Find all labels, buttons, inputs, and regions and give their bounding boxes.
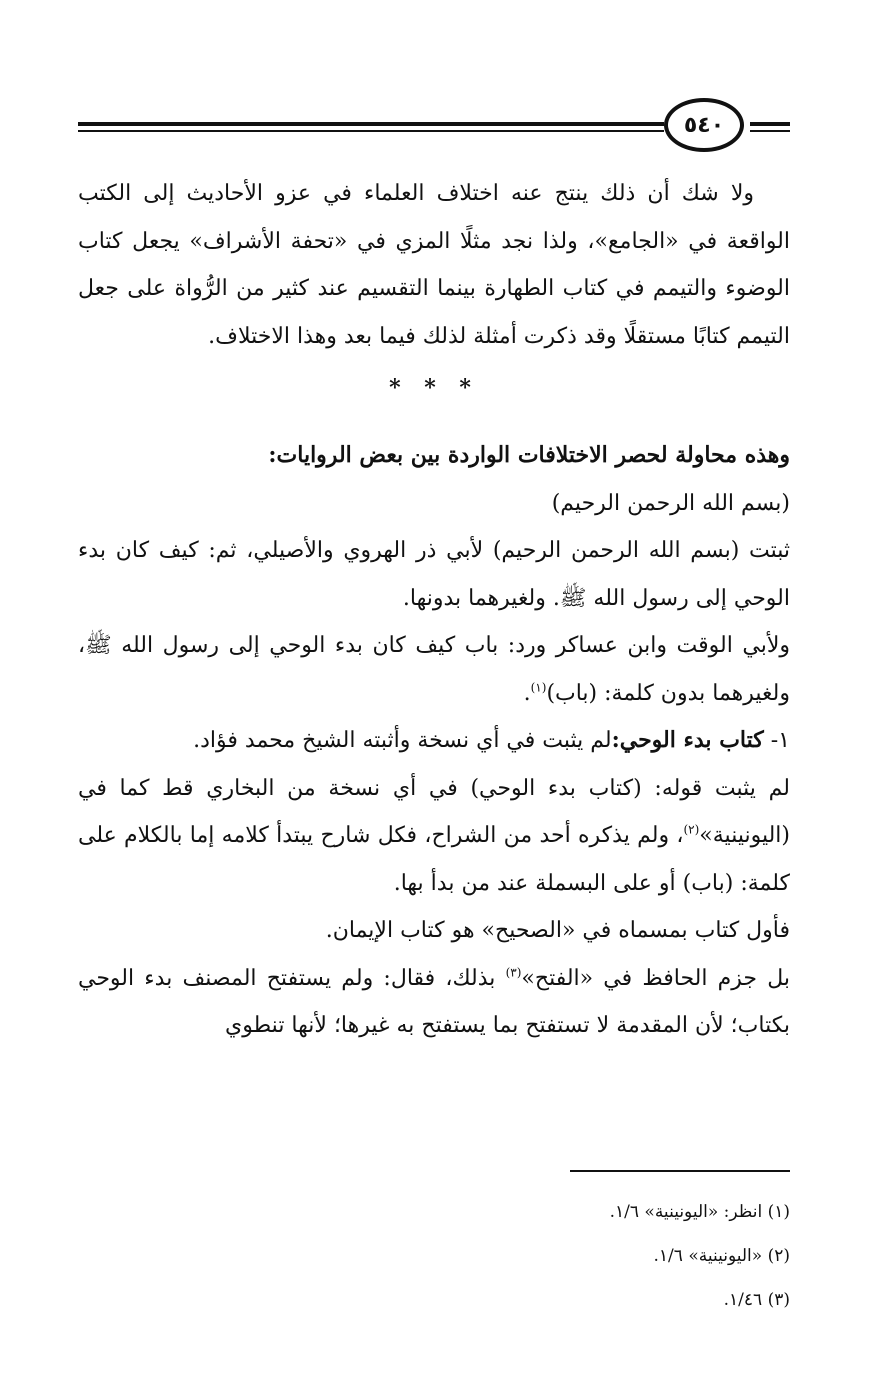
header-rule xyxy=(750,130,790,132)
page-body xyxy=(78,170,790,1050)
section-heading: وهذه محاولة لحصر الاختلافات الواردة بين بعض الروايات: xyxy=(268,442,790,468)
paragraph-hafiz xyxy=(78,955,790,1050)
footnote-3: (٣) ١/٤٦. xyxy=(723,1290,790,1310)
item-title: كتاب بدء الوحي: xyxy=(611,727,764,753)
footnote-ref: (١) xyxy=(530,680,547,695)
footnotes xyxy=(78,1190,790,1322)
item-number: ١- xyxy=(763,728,790,753)
section-divider: * * * xyxy=(389,375,479,401)
page-number: ٥٤٠ xyxy=(664,98,744,152)
paragraph-basmala: ثبتت (بسم الله الرحمن الرحيم) لأبي ذر الهروي والأصيلي، ثم: كيف كان بدء الوحي إلى رسول الله ﷺ. ولغيرهما بدونها. xyxy=(78,538,790,611)
header-rule xyxy=(78,122,664,126)
item-1 xyxy=(78,717,790,765)
paragraph-text: لم يثبت قوله: (كتاب بدء الوحي) في أي نسخة من البخاري قط كما في (اليونينية» xyxy=(78,775,790,848)
paragraph-text: ، ولم يذكره أحد من الشراح، فكل شارح يبتدأ كلامه إما بالكلام على كلمة: (باب) أو على البسملة عند من بدأ بها. xyxy=(78,823,790,896)
intro-paragraph: ولا شك أن ذلك ينتج عنه اختلاف العلماء في عزو الأحاديث إلى الكتب الواقعة في «الجامع»، ولذا نجد مثلًا المزي في «تحفة الأشراف» يجعل كتاب الوضوء والتيمم في كتاب الطهارة بينما التقسيم عند كثير من الرُّواة على جعل التيمم كتابًا مستقلًا وقد ذكرت أمثلة لذلك فيما بعد وهذا الاختلاف. xyxy=(78,181,790,349)
paragraph-text: بذلك، فقال: ولم يستفتح المصنف بدء الوحي بكتاب؛ لأن المقدمة لا تستفتح بما يستفتح به غيرها؛ لأنها تنطوي xyxy=(78,965,790,1038)
footnote-ref: (٣) xyxy=(505,965,522,980)
footnote-ref: (٢) xyxy=(683,822,700,837)
header-rule xyxy=(750,122,790,126)
footnote-separator xyxy=(570,1170,790,1172)
header-rule xyxy=(78,130,664,132)
paragraph-text: . xyxy=(523,680,531,706)
basmala-heading: (بسم الله الرحمن الرحيم) xyxy=(551,490,790,516)
paragraph-text: بل جزم الحافظ في «الفتح» xyxy=(521,965,790,991)
paragraph-abi-waqt xyxy=(78,622,790,717)
paragraph-lam-yathbut xyxy=(78,765,790,908)
item-text: لم يثبت في أي نسخة وأثبته الشيخ محمد فؤاد. xyxy=(193,728,612,753)
paragraph-text: ولأبي الوقت وابن عساكر ورد: باب كيف كان بدء الوحي إلى رسول الله ﷺ، ولغيرهما بدون كلمة: (باب) xyxy=(78,633,790,706)
page-header xyxy=(78,98,790,158)
paragraph-first-book: فأول كتاب بمسماه في «الصحيح» هو كتاب الإيمان. xyxy=(325,918,790,943)
footnote-2: (٢) «اليونينية» ١/٦. xyxy=(653,1246,790,1266)
footnote-1: (١) انظر: «اليونينية» ١/٦. xyxy=(609,1202,790,1222)
